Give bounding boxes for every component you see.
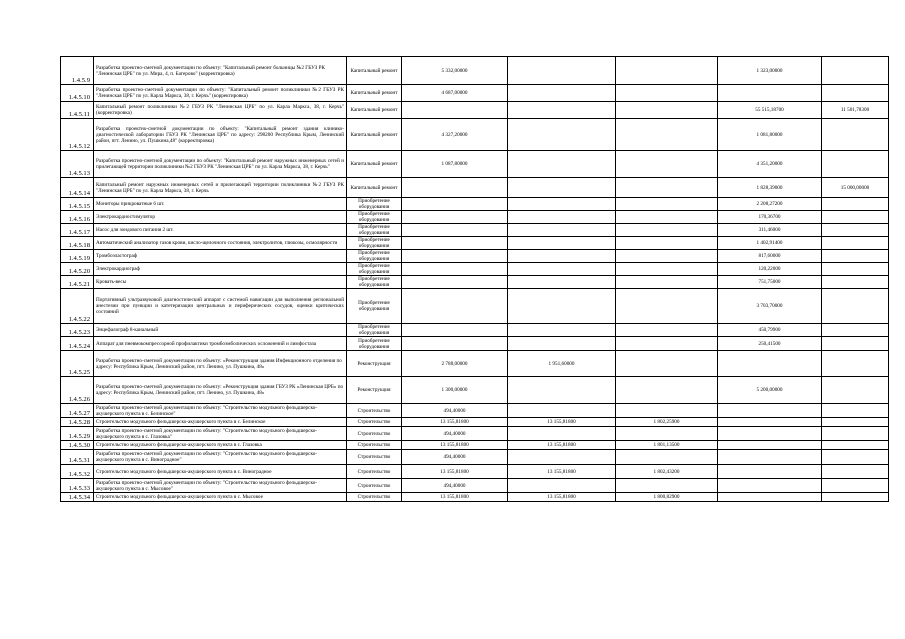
amount-5-cell bbox=[822, 427, 889, 441]
table-row bbox=[61, 237, 889, 250]
description-cell: Строительство модульного фельдшерско-акушерского пункта в с. Виноградное bbox=[94, 465, 347, 479]
work-type-cell: Капитальный ремонт bbox=[347, 178, 402, 198]
amount-2-cell: 13 155,81800 bbox=[508, 493, 616, 502]
amount-3-cell bbox=[616, 211, 718, 224]
description-cell: Строительство модульного фельдшерско-акушерского пункта в с. Глазовка bbox=[94, 441, 347, 450]
amount-4-cell: 250,41500 bbox=[718, 337, 822, 351]
amount-4-cell: 1 402,91400 bbox=[718, 237, 822, 250]
description-cell: Разработка проектно-сметной документации по объекту: "Капитальный ремонт поликлиники №2 ГБУЗ РК "Ленинская ЦРБ" по ул. Карла Маркса, 38, г. Керчь" (корректировка) bbox=[94, 85, 347, 102]
work-type-cell: Строительство bbox=[347, 441, 402, 450]
amount-5-cell bbox=[822, 450, 889, 465]
amount-5-cell bbox=[822, 351, 889, 377]
amount-5-cell bbox=[822, 57, 889, 85]
amount-4-cell: 2 208,27200 bbox=[718, 198, 822, 211]
amount-3-cell bbox=[616, 377, 718, 404]
description-cell: Электрокардиостимулятор bbox=[94, 211, 347, 224]
amount-5-cell bbox=[822, 263, 889, 276]
row-number-cell: 1.4.5.33 bbox=[61, 479, 94, 493]
description-cell: Капитальный ремонт наружных инженерных сетей и прилегающей территории поликлиники №2 ГБУЗ РК "Ленинская ЦРБ" по ул. Карла Маркса, 38, г. Керчь bbox=[94, 178, 347, 198]
description-cell: Строительство модульного фельдшерско-акушерского пункта в с. Мысовое bbox=[94, 493, 347, 502]
row-number-cell: 1.4.5.26 bbox=[61, 377, 94, 404]
amount-5-cell bbox=[822, 479, 889, 493]
table-row bbox=[61, 418, 889, 427]
amount-1-cell bbox=[402, 337, 508, 351]
amount-3-cell bbox=[616, 479, 718, 493]
table-row bbox=[61, 324, 889, 337]
amount-5-cell bbox=[822, 289, 889, 324]
amount-1-cell bbox=[402, 224, 508, 237]
amount-3-cell bbox=[616, 289, 718, 324]
amount-3-cell bbox=[616, 250, 718, 263]
work-type-cell: Строительство bbox=[347, 450, 402, 465]
amount-3-cell bbox=[616, 276, 718, 289]
work-type-cell: Строительство bbox=[347, 493, 402, 502]
table-row bbox=[61, 211, 889, 224]
amount-1-cell: 2 788,00000 bbox=[402, 351, 508, 377]
amount-2-cell bbox=[508, 211, 616, 224]
amount-3-cell bbox=[616, 351, 718, 377]
amount-4-cell bbox=[718, 493, 822, 502]
amount-1-cell bbox=[402, 263, 508, 276]
amount-4-cell bbox=[718, 404, 822, 418]
row-number-cell: 1.4.5.22 bbox=[61, 289, 94, 324]
row-number-cell: 1.4.5.28 bbox=[61, 418, 94, 427]
amount-1-cell: 13 155,81800 bbox=[402, 418, 508, 427]
amount-4-cell bbox=[718, 441, 822, 450]
table-row bbox=[61, 263, 889, 276]
amount-5-cell bbox=[822, 493, 889, 502]
amount-1-cell: 13 155,81800 bbox=[402, 465, 508, 479]
amount-3-cell: 1 801,13500 bbox=[616, 441, 718, 450]
work-type-cell: Приобретение оборудования bbox=[347, 289, 402, 324]
amount-1-cell: 494,40000 bbox=[402, 450, 508, 465]
amount-2-cell bbox=[508, 404, 616, 418]
row-number-cell: 1.4.5.17 bbox=[61, 224, 94, 237]
amount-1-cell bbox=[402, 324, 508, 337]
amount-2-cell: 13 155,81800 bbox=[508, 465, 616, 479]
table-row bbox=[61, 250, 889, 263]
table-row bbox=[61, 479, 889, 493]
description-cell: Разработка проектно-сметной документации по объекту: «Реконструкция здания ГБУЗ РК «Ленинская ЦРБ» по адресу: Республика Крым, Ленинский район, пгт. Ленино, ул. Пушкина, 48» bbox=[94, 377, 347, 404]
amount-2-cell bbox=[508, 198, 616, 211]
amount-2-cell: 1 951,60000 bbox=[508, 351, 616, 377]
amount-2-cell bbox=[508, 276, 616, 289]
amount-5-cell bbox=[822, 441, 889, 450]
amount-1-cell: 1 300,00000 bbox=[402, 377, 508, 404]
description-cell: Строительство модульного фельдшерско-акушерского пункта в с. Белинское bbox=[94, 418, 347, 427]
amount-4-cell: 751,75000 bbox=[718, 276, 822, 289]
amount-5-cell bbox=[822, 377, 889, 404]
work-type-cell: Приобретение оборудования bbox=[347, 237, 402, 250]
row-number-cell: 1.4.5.19 bbox=[61, 250, 94, 263]
amount-4-cell: 450,79900 bbox=[718, 324, 822, 337]
amount-5-cell bbox=[822, 418, 889, 427]
work-type-cell: Строительство bbox=[347, 479, 402, 493]
amount-4-cell bbox=[718, 85, 822, 102]
amount-3-cell bbox=[616, 198, 718, 211]
amount-5-cell: 15 000,00000 bbox=[822, 178, 889, 198]
description-cell: Разработка проектно-сметной документации по объекту: «Реконструкция здания Инфекционного отделения по адресу: Республика Крым, Ленинский район, пгт. Ленино, ул. Пушкина, 48» bbox=[94, 351, 347, 377]
row-number-cell: 1.4.5.9 bbox=[61, 57, 94, 85]
amount-4-cell bbox=[718, 479, 822, 493]
work-type-cell: Приобретение оборудования bbox=[347, 198, 402, 211]
row-number-cell: 1.4.5.25 bbox=[61, 351, 94, 377]
row-number-cell: 1.4.5.27 bbox=[61, 404, 94, 418]
amount-5-cell bbox=[822, 85, 889, 102]
work-type-cell: Приобретение оборудования bbox=[347, 276, 402, 289]
work-type-cell: Строительство bbox=[347, 418, 402, 427]
amount-4-cell: 55 515,18700 bbox=[718, 102, 822, 119]
work-type-cell: Строительство bbox=[347, 404, 402, 418]
amount-4-cell bbox=[718, 450, 822, 465]
amount-1-cell: 5 332,00000 bbox=[402, 57, 508, 85]
amount-1-cell bbox=[402, 237, 508, 250]
amount-3-cell bbox=[616, 263, 718, 276]
row-number-cell: 1.4.5.12 bbox=[61, 119, 94, 151]
amount-1-cell: 13 155,81800 bbox=[402, 441, 508, 450]
amount-2-cell bbox=[508, 263, 616, 276]
amount-3-cell: 1 802,25900 bbox=[616, 418, 718, 427]
work-type-cell: Капитальный ремонт bbox=[347, 57, 402, 85]
work-type-cell: Приобретение оборудования bbox=[347, 211, 402, 224]
amount-3-cell bbox=[616, 119, 718, 151]
amount-4-cell bbox=[718, 418, 822, 427]
description-cell: Автоматический анализатор газов крови, кисло-щелочного состояния, электролитов, глюкозы, осмолярности bbox=[94, 237, 347, 250]
amount-5-cell: 11 501,78300 bbox=[822, 102, 889, 119]
amount-4-cell: 3 703,70000 bbox=[718, 289, 822, 324]
row-number-cell: 1.4.5.16 bbox=[61, 211, 94, 224]
work-type-cell: Капитальный ремонт bbox=[347, 85, 402, 102]
work-type-cell: Капитальный ремонт bbox=[347, 102, 402, 119]
amount-2-cell bbox=[508, 119, 616, 151]
work-type-cell: Приобретение оборудования bbox=[347, 263, 402, 276]
amount-2-cell bbox=[508, 237, 616, 250]
amount-5-cell bbox=[822, 276, 889, 289]
amount-4-cell: 5 200,00000 bbox=[718, 377, 822, 404]
amount-3-cell bbox=[616, 427, 718, 441]
amount-5-cell bbox=[822, 224, 889, 237]
description-cell: Разработка проектно-сметной документации по объекту: "Строительство модульного фельдшерско-акушерского пункта в с. Белинское" bbox=[94, 404, 347, 418]
work-type-cell: Строительство bbox=[347, 427, 402, 441]
row-number-cell: 1.4.5.20 bbox=[61, 263, 94, 276]
amount-3-cell: 1 802,43200 bbox=[616, 465, 718, 479]
amount-3-cell bbox=[616, 324, 718, 337]
amount-3-cell: 1 800,82900 bbox=[616, 493, 718, 502]
amount-1-cell bbox=[402, 211, 508, 224]
amount-3-cell bbox=[616, 178, 718, 198]
description-cell: Портативный ультразвуковой диагностический аппарат с системой навигации для выполнения региональной анестезии при пункции и катетеризации центральных и периферических сосудов, оценки критических состояний bbox=[94, 289, 347, 324]
row-number-cell: 1.4.5.11 bbox=[61, 102, 94, 119]
amount-2-cell bbox=[508, 224, 616, 237]
row-number-cell: 1.4.5.30 bbox=[61, 441, 94, 450]
description-cell: Энцефалограф 8-канальный bbox=[94, 324, 347, 337]
description-cell: Капитальный ремонт поликлиники №2 ГБУЗ РК "Ленинская ЦРБ" по ул. Карла Маркса, 38, г. Керчь" (корректировка) bbox=[94, 102, 347, 119]
amount-5-cell bbox=[822, 119, 889, 151]
description-cell: Разработка проектно-сметной документации по объекту: "Строительство модульного фельдшерско-акушерского пункта в с. Виноградное" bbox=[94, 450, 347, 465]
row-number-cell: 1.4.5.21 bbox=[61, 276, 94, 289]
amount-5-cell bbox=[822, 465, 889, 479]
amount-3-cell bbox=[616, 85, 718, 102]
amount-5-cell bbox=[822, 337, 889, 351]
amount-4-cell: 1 081,80000 bbox=[718, 119, 822, 151]
description-cell: Разработка проектно-сметной документации по объекту: "Строительство модульного фельдшерско-акушерского пункта в с. Глазовка" bbox=[94, 427, 347, 441]
amount-2-cell bbox=[508, 479, 616, 493]
amount-1-cell: 4 327,20000 bbox=[402, 119, 508, 151]
work-type-cell: Приобретение оборудования bbox=[347, 224, 402, 237]
description-cell: Мониторы прикроватные 6 шт. bbox=[94, 198, 347, 211]
amount-4-cell: 120,22000 bbox=[718, 263, 822, 276]
amount-2-cell bbox=[508, 450, 616, 465]
work-type-cell: Приобретение оборудования bbox=[347, 324, 402, 337]
amount-5-cell bbox=[822, 198, 889, 211]
table-row bbox=[61, 351, 889, 377]
row-number-cell: 1.4.5.32 bbox=[61, 465, 94, 479]
work-type-cell: Реконструкция bbox=[347, 377, 402, 404]
description-cell: Кровать-весы bbox=[94, 276, 347, 289]
table-row bbox=[61, 57, 889, 85]
table-row bbox=[61, 85, 889, 102]
amount-2-cell bbox=[508, 151, 616, 178]
amount-1-cell bbox=[402, 276, 508, 289]
amount-2-cell: 13 155,81800 bbox=[508, 441, 616, 450]
work-type-cell: Приобретение оборудования bbox=[347, 337, 402, 351]
table-row bbox=[61, 493, 889, 502]
table-row bbox=[61, 441, 889, 450]
amount-1-cell bbox=[402, 250, 508, 263]
work-type-cell: Строительство bbox=[347, 465, 402, 479]
amount-1-cell: 494,40000 bbox=[402, 404, 508, 418]
amount-3-cell bbox=[616, 404, 718, 418]
amount-1-cell: 494,40000 bbox=[402, 479, 508, 493]
amount-4-cell: 817,60000 bbox=[718, 250, 822, 263]
amount-2-cell bbox=[508, 85, 616, 102]
amount-1-cell bbox=[402, 178, 508, 198]
row-number-cell: 1.4.5.14 bbox=[61, 178, 94, 198]
amount-3-cell bbox=[616, 337, 718, 351]
amount-3-cell bbox=[616, 237, 718, 250]
amount-2-cell bbox=[508, 178, 616, 198]
row-number-cell: 1.4.5.24 bbox=[61, 337, 94, 351]
amount-5-cell bbox=[822, 237, 889, 250]
amount-2-cell bbox=[508, 102, 616, 119]
table-row bbox=[61, 198, 889, 211]
amount-3-cell bbox=[616, 224, 718, 237]
amount-3-cell bbox=[616, 450, 718, 465]
work-type-cell: Капитальный ремонт bbox=[347, 119, 402, 151]
amount-2-cell bbox=[508, 289, 616, 324]
amount-5-cell bbox=[822, 404, 889, 418]
amount-4-cell: 1 828,39000 bbox=[718, 178, 822, 198]
amount-1-cell: 1 087,80000 bbox=[402, 151, 508, 178]
amount-1-cell bbox=[402, 102, 508, 119]
row-number-cell: 1.4.5.34 bbox=[61, 493, 94, 502]
work-type-cell: Приобретение оборудования bbox=[347, 250, 402, 263]
description-cell: Разработка проектно-сметной документации по объекту: "Капитальный ремонт больницы №2 ГБУЗ РК "Ленинская ЦРБ" по ул. Мира, 4, п. Багерово" (корректировка) bbox=[94, 57, 347, 85]
amount-3-cell bbox=[616, 102, 718, 119]
table-row bbox=[61, 102, 889, 119]
table-row bbox=[61, 450, 889, 465]
description-cell: Насос для зондового питания 2 шт. bbox=[94, 224, 347, 237]
amount-5-cell bbox=[822, 211, 889, 224]
row-number-cell: 1.4.5.13 bbox=[61, 151, 94, 178]
row-number-cell: 1.4.5.23 bbox=[61, 324, 94, 337]
amount-2-cell bbox=[508, 250, 616, 263]
amount-5-cell bbox=[822, 324, 889, 337]
table-row bbox=[61, 289, 889, 324]
amount-2-cell bbox=[508, 337, 616, 351]
table-row bbox=[61, 404, 889, 418]
row-number-cell: 1.4.5.29 bbox=[61, 427, 94, 441]
amount-1-cell bbox=[402, 198, 508, 211]
amount-2-cell bbox=[508, 377, 616, 404]
amount-2-cell bbox=[508, 324, 616, 337]
description-cell: Тромбоэластограф bbox=[94, 250, 347, 263]
amount-4-cell bbox=[718, 351, 822, 377]
amount-3-cell bbox=[616, 57, 718, 85]
row-number-cell: 1.4.5.31 bbox=[61, 450, 94, 465]
amount-5-cell bbox=[822, 151, 889, 178]
description-cell: Разработка проектно-сметной документации по объекту: "Капитальный ремонт наружных инженерных сетей и прилегающей территории поликлиники №2 ГБУЗ РК "Ленинская ЦРБ" по ул. Карла Маркса, 38, г. Керчь" bbox=[94, 151, 347, 178]
table-row bbox=[61, 224, 889, 237]
amount-2-cell: 13 155,81800 bbox=[508, 418, 616, 427]
amount-3-cell bbox=[616, 151, 718, 178]
table-row bbox=[61, 276, 889, 289]
amount-1-cell: 4 687,00000 bbox=[402, 85, 508, 102]
amount-1-cell bbox=[402, 289, 508, 324]
row-number-cell: 1.4.5.10 bbox=[61, 85, 94, 102]
table-row bbox=[61, 151, 889, 178]
amount-1-cell: 494,40000 bbox=[402, 427, 508, 441]
amount-4-cell: 4 351,20000 bbox=[718, 151, 822, 178]
table-row bbox=[61, 178, 889, 198]
amount-2-cell bbox=[508, 427, 616, 441]
description-cell: Электрокардиограф bbox=[94, 263, 347, 276]
work-type-cell: Реконструкция bbox=[347, 351, 402, 377]
amount-4-cell: 311,46000 bbox=[718, 224, 822, 237]
row-number-cell: 1.4.5.18 bbox=[61, 237, 94, 250]
work-type-cell: Капитальный ремонт bbox=[347, 151, 402, 178]
amount-4-cell bbox=[718, 427, 822, 441]
description-cell: Разработка проектно-сметной документации по объекту: "Строительство модульного фельдшерско-акушерского пункта в с. Мысовое" bbox=[94, 479, 347, 493]
amount-4-cell: 170,36700 bbox=[718, 211, 822, 224]
table-row bbox=[61, 119, 889, 151]
description-cell: Разработка проектно-сметной документации по объекту: "Капитальный ремонт здания клинико-диагностической лаборатории ГБУЗ РК "Ленинская ЦРБ" по адресу: 298200 Республика Крым, Ленинский район, пгт. Ленино, ул. Пушкина,48" (корректировка) bbox=[94, 119, 347, 151]
amount-5-cell bbox=[822, 250, 889, 263]
row-number-cell: 1.4.5.15 bbox=[61, 198, 94, 211]
table-row bbox=[61, 427, 889, 441]
budget-table bbox=[60, 56, 889, 502]
table-row bbox=[61, 377, 889, 404]
amount-2-cell bbox=[508, 57, 616, 85]
amount-1-cell: 13 155,81800 bbox=[402, 493, 508, 502]
table-row bbox=[61, 337, 889, 351]
table-row bbox=[61, 465, 889, 479]
amount-4-cell: 1 323,00000 bbox=[718, 57, 822, 85]
budget-table-body bbox=[61, 57, 889, 502]
amount-4-cell bbox=[718, 465, 822, 479]
description-cell: Аппарат для пневмокомпрессорной профилактики тромбоэмболических осложнений и лимфостаза bbox=[94, 337, 347, 351]
